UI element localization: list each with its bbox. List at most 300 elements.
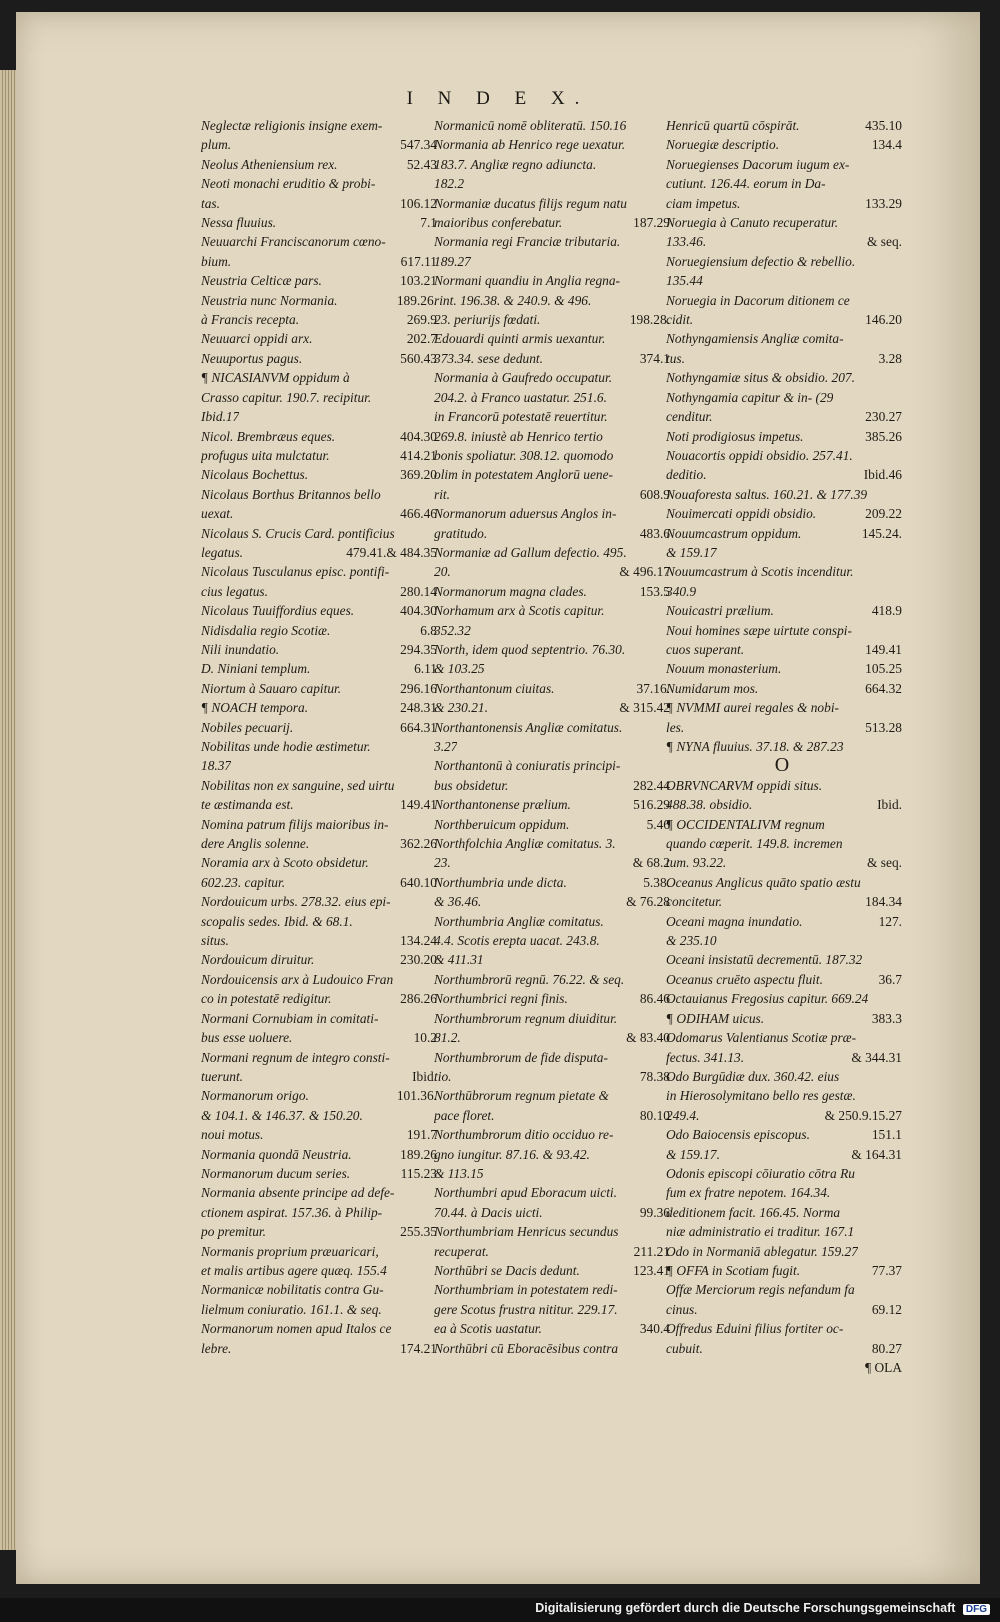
index-entry-line (666, 252, 902, 271)
index-entry-reference (898, 485, 902, 504)
index-entry-line (666, 310, 902, 329)
index-entry-text: 183.7. Angliæ regno adiuncta. (434, 156, 597, 172)
index-entry-text: Nicolaus Tuuiffordius eques. (201, 603, 355, 619)
index-entry-line (434, 485, 670, 504)
index-entry-text: uexat. (201, 506, 234, 522)
index-entry-text: te æstimanda est. (201, 797, 294, 813)
index-entry-text: Normanorum nomen apud Italos ce (201, 1321, 392, 1337)
index-entry-text: Normani quandiu in Anglia regna- (434, 273, 620, 289)
index-entry-reference: 466.46 (400, 506, 437, 522)
index-entry-reference: 640.10 (400, 874, 437, 890)
index-entry-text: gno iungitur. 87.16. & 93.42. (434, 1146, 590, 1162)
index-entry-line (201, 1009, 437, 1028)
index-entry-text: ¶ NOACH tempora. (201, 700, 309, 716)
index-entry-line (666, 1009, 902, 1028)
index-entry-line (434, 853, 670, 872)
index-entry-reference: 617.11 (400, 253, 437, 269)
index-entry-line (201, 873, 437, 892)
index-entry-reference (898, 582, 902, 601)
index-entry-line (434, 524, 670, 543)
index-entry-text: profugus uita mulctatur. (201, 447, 330, 463)
index-entry-line (434, 756, 670, 775)
index-entry-line (201, 737, 437, 756)
index-entry-text: et malis artibus agere quæq. 155.4 (201, 1262, 387, 1278)
index-entry-line (434, 1203, 670, 1222)
index-entry-text: Nomina patrum filijs maioribus in- (201, 816, 389, 832)
index-entry-text: tuerunt. (201, 1068, 244, 1084)
index-entry-reference: 153.5 (639, 583, 670, 599)
index-entry-text: Neustria Celticæ pars. (201, 273, 322, 289)
index-entry-text: Nicolaus Bochettus. (201, 467, 309, 483)
index-entry-line (434, 1028, 670, 1047)
index-entry-text: 3.27 (434, 739, 458, 754)
index-entry-line (434, 931, 670, 950)
index-entry-line (666, 737, 902, 756)
index-entry-text: Odo Burgūdiæ dux. 360.42. eius (666, 1068, 840, 1084)
index-entry-reference: & 250.9.15.27 (824, 1107, 902, 1123)
index-entry-line (201, 1222, 437, 1241)
index-entry-line (201, 989, 437, 1008)
index-entry-reference (898, 931, 902, 950)
index-entry-text: Normania à Gaufredo occupatur. (434, 370, 613, 386)
index-entry-reference: 133.29 (865, 195, 902, 211)
index-entry-text: tas. (201, 195, 220, 211)
index-entry-text: co in potestatē redigitur. (201, 991, 332, 1007)
index-entry-line (201, 524, 437, 543)
index-entry-reference: 146.20 (865, 312, 902, 328)
index-entry-text: Odonis episcopi cōiuratio cōtra Ru (666, 1165, 855, 1181)
index-entry-line (666, 601, 902, 620)
index-entry-line (666, 232, 902, 251)
index-entry-reference (898, 388, 902, 407)
index-entry-reference (898, 1203, 902, 1222)
index-entry-line (666, 1319, 902, 1338)
index-entry-reference: 123.41 (633, 1262, 670, 1278)
index-entry-text: fum ex fratre nepotem. 164.34. (666, 1185, 831, 1201)
index-entry-line (666, 1339, 902, 1358)
index-entry-line (201, 252, 437, 271)
index-entry-line (434, 970, 670, 989)
index-entry-reference: 99.36 (639, 1204, 670, 1220)
index-entry-line (434, 155, 670, 174)
index-entry-reference: 191.7 (406, 1127, 437, 1143)
index-entry-text: Normanorum origo. (201, 1088, 309, 1104)
index-entry-text: Numidarum mos. (666, 680, 759, 696)
index-entry-text: bus esse uoluere. (201, 1030, 293, 1046)
index-entry-line (434, 776, 670, 795)
index-entry-line (201, 1106, 437, 1125)
index-entry-line (434, 1222, 670, 1241)
index-entry-line (666, 815, 902, 834)
index-entry-line (666, 582, 902, 601)
index-entry-line (201, 504, 437, 523)
index-entry-reference (898, 1242, 902, 1261)
index-entry-reference (898, 621, 902, 640)
index-entry-line (201, 1242, 437, 1261)
index-entry-text: Noui homines sæpe uirtute conspi- (666, 622, 852, 638)
index-entry-text: Ibid.17 (201, 409, 240, 425)
index-entry-reference (898, 174, 902, 193)
index-entry-reference: 209.22 (865, 506, 902, 522)
index-entry-reference (898, 698, 902, 717)
index-entry-text: Nordouicensis arx à Ludouico Fran (201, 971, 394, 987)
index-entry-line (201, 1125, 437, 1144)
index-entry-line (434, 601, 670, 620)
index-entry-line (201, 601, 437, 620)
index-entry-line (201, 349, 437, 368)
index-entry-text: lebre. (201, 1340, 232, 1356)
index-entry-reference (898, 271, 902, 290)
index-entry-reference (898, 1067, 902, 1086)
index-entry-reference: 151.1 (871, 1127, 902, 1143)
index-entry-text: ¶ NICASIANVM oppidum à (201, 370, 350, 386)
index-entry-reference: 404.30 (400, 603, 437, 619)
index-entry-reference: 269.9 (406, 312, 437, 328)
index-entry-text: bonis spoliatur. 308.12. quomodo (434, 447, 614, 463)
index-entry-text: Nothyngamiæ situs & obsidio. 207. (666, 370, 855, 386)
index-entry-text: Northumbrorum regnum diuiditur. (434, 1010, 618, 1026)
index-entry-line (666, 1086, 902, 1105)
index-entry-text: bus obsidetur. (434, 777, 509, 793)
index-entry-line (201, 698, 437, 717)
index-entry-line (666, 1067, 902, 1086)
index-entry-line (201, 1261, 437, 1280)
index-entry-line (666, 174, 902, 193)
index-entry-line (201, 659, 437, 678)
index-entry-text: Normaniæ ducatus filijs regum natu (434, 195, 627, 211)
index-entry-line (666, 485, 902, 504)
index-entry-text: Northumbrorum ditio occiduo re- (434, 1127, 614, 1143)
index-entry-text: Nouimercati oppidi obsidio. (666, 506, 817, 522)
index-entry-line (434, 621, 670, 640)
index-entry-text: à Francis recepta. (201, 312, 300, 328)
index-entry-line (201, 329, 437, 348)
index-entry-text: Neustria nunc Normania. (201, 292, 338, 308)
index-entry-reference: 134.4 (871, 137, 902, 153)
index-entry-text: plum. (201, 137, 232, 153)
index-entry-reference: 106.12 (400, 195, 437, 211)
index-entry-line (201, 931, 437, 950)
index-entry-reference: 483.6 (639, 525, 670, 541)
index-entry-text: Noruegiensium defectio & rebellio. (666, 253, 856, 269)
index-entry-reference: 608.9 (639, 486, 670, 502)
index-entry-line (434, 368, 670, 387)
index-entry-reference: 184.34 (865, 894, 902, 910)
index-entry-reference: Ibid. (412, 1068, 437, 1084)
index-entry-text: OBRVNCARVM oppidi situs. (666, 777, 823, 793)
index-entry-line (666, 834, 902, 853)
index-entry-text: Northumbrici regni finis. (434, 991, 568, 1007)
index-entry-line (434, 1067, 670, 1086)
index-entry-text: cinus. (666, 1301, 698, 1317)
index-entry-line (666, 291, 902, 310)
index-entry-line (201, 116, 437, 135)
index-entry-reference: & 76.28 (626, 894, 670, 910)
index-entry-line (666, 427, 902, 446)
index-entry-text: & 159.17 (666, 544, 717, 560)
index-entry-text: Northumbrorū regnū. 76.22. & seq. (434, 971, 625, 987)
index-entry-line (201, 795, 437, 814)
dfg-logo: DFG (963, 1604, 990, 1615)
index-entry-line (666, 1261, 902, 1280)
index-entry-line (201, 485, 437, 504)
index-entry-reference: 202.7 (406, 331, 437, 347)
index-entry-line (666, 776, 902, 795)
index-entry-text: 249.4. (666, 1107, 700, 1123)
index-entry-text: & 104.1. & 146.37. & 150.20. (201, 1107, 363, 1123)
index-entry-reference: 414.21 (400, 447, 437, 463)
index-entry-line (434, 543, 670, 562)
index-entry-line (201, 1183, 437, 1202)
index-entry-reference: 513.28 (865, 719, 902, 735)
index-entry-text: Nothyngamiensis Angliæ comita- (666, 331, 844, 347)
index-entry-line (201, 194, 437, 213)
index-entry-text: & 411.31 (434, 952, 484, 968)
index-entry-text: Noruegiæ descriptio. (666, 137, 780, 153)
index-entry-text: 18.37 (201, 758, 232, 774)
index-entry-text: niæ administratio ei traditur. 167.1 (666, 1224, 855, 1240)
index-entry-text: 4.4. Scotis erepta uacat. 243.8. (434, 933, 600, 949)
index-entry-text: ¶ ODIHAM uicus. (666, 1010, 765, 1026)
index-entry-line (434, 194, 670, 213)
index-entry-reference: 80.27 (871, 1340, 902, 1356)
index-entry-line (666, 1280, 902, 1299)
index-entry-line (666, 853, 902, 872)
index-entry-line (201, 174, 437, 193)
index-entry-text: ¶ OCCIDENTALIVM regnum (666, 816, 825, 832)
index-entry-line (201, 310, 437, 329)
index-entry-line (666, 718, 902, 737)
index-entry-line (434, 815, 670, 834)
index-entry-text: scopalis sedes. Ibid. & 68.1. (201, 913, 353, 929)
index-entry-text: Odomarus Valentianus Scotiæ præ- (666, 1030, 857, 1046)
index-entry-reference: 127. (878, 913, 902, 929)
index-entry-text: noui motus. (201, 1127, 264, 1143)
index-entry-text: ea à Scotis uastatur. (434, 1321, 542, 1337)
index-entry-reference: 479.41.& 484.35 (346, 544, 437, 560)
index-entry-text: Normania absente principe ad defe- (201, 1185, 395, 1201)
index-entry-text: Nicolaus Borthus Britannos bello (201, 486, 381, 502)
index-entry-reference: 36.7 (878, 971, 902, 987)
index-entry-line (434, 446, 670, 465)
index-entry-text: 602.23. capitur. (201, 874, 286, 890)
index-entry-text: North, idem quod septentrio. 76.30. (434, 641, 626, 657)
index-entry-reference: 418.9 (871, 603, 902, 619)
index-entry-text: & 235.10 (666, 933, 717, 949)
index-entry-text: Normanorum ducum series. (201, 1165, 351, 1181)
index-entry-reference: 282.44 (633, 777, 670, 793)
index-entry-line (666, 562, 902, 581)
index-entry-line (434, 698, 670, 717)
index-entry-line (434, 795, 670, 814)
index-entry-reference: & 344.31 (851, 1049, 902, 1065)
index-entry-line (201, 1164, 437, 1183)
index-entry-reference: 547.34 (400, 137, 437, 153)
index-entry-text: rit. (434, 486, 450, 502)
index-entry-reference: 134.24 (400, 933, 437, 949)
index-entry-text: Noti prodigiosus impetus. (666, 428, 804, 444)
index-entry-text: lielmum coniuratio. 161.1. & seq. (201, 1301, 382, 1317)
index-entry-line (434, 388, 670, 407)
index-entry-line (666, 135, 902, 154)
index-entry-line (434, 1339, 670, 1358)
index-entry-text: Nouicastri prælium. (666, 603, 774, 619)
index-entry-line (201, 1145, 437, 1164)
index-entry-reference (898, 989, 902, 1008)
index-entry-line (434, 562, 670, 581)
index-entry-line (201, 1086, 437, 1105)
index-entry-line (201, 1280, 437, 1299)
index-column-middle (434, 116, 670, 1358)
index-page (16, 12, 980, 1584)
index-entry-text: Norhamum arx à Scotis capitur. (434, 603, 605, 619)
index-entry-line (201, 232, 437, 251)
index-entry-text: 23. periurijs fœdati. (434, 312, 541, 328)
index-entry-line (666, 931, 902, 950)
index-entry-line (434, 1183, 670, 1202)
index-entry-text: Normani regnum de integro consti- (201, 1049, 390, 1065)
index-entry-reference (898, 155, 902, 174)
index-entry-text: Edouardi quinti armis uexantur. (434, 331, 606, 347)
index-entry-line (434, 407, 670, 426)
index-entry-text: Nicolaus Tusculanus episc. pontifi- (201, 564, 390, 580)
index-entry-line (201, 970, 437, 989)
index-entry-text: Northumbriam Henricus secundus (434, 1224, 619, 1240)
index-entry-line (434, 1261, 670, 1280)
index-entry-line (666, 1203, 902, 1222)
index-entry-reference: Ibid.46 (863, 467, 902, 483)
index-entry-line (201, 776, 437, 795)
index-entry-line (201, 582, 437, 601)
digitization-credit (535, 1601, 990, 1615)
index-entry-line (666, 1125, 902, 1144)
index-entry-reference: & seq. (867, 234, 902, 250)
index-entry-text: O (774, 756, 790, 776)
index-entry-line (201, 912, 437, 931)
index-entry-reference (898, 834, 902, 853)
index-entry-line (201, 446, 437, 465)
index-entry-text: 133.46. (666, 234, 707, 250)
index-entry-line (201, 291, 437, 310)
index-entry-text: Normanis proprium præuaricari, (201, 1243, 379, 1259)
index-entry-line (201, 543, 437, 562)
index-entry-text: D. Niniani templum. (201, 661, 311, 677)
index-entry-text: Nouacortis oppidi obsidio. 257.41. (666, 447, 853, 463)
index-entry-line (666, 407, 902, 426)
index-entry-text: & 113.15 (434, 1165, 484, 1181)
index-entry-line (201, 621, 437, 640)
index-entry-line (201, 1339, 437, 1358)
index-entry-line (666, 213, 902, 232)
index-entry-line (666, 756, 902, 775)
index-entry-reference: 5.46 (646, 816, 670, 832)
index-entry-line (201, 1319, 437, 1338)
index-entry-line (666, 388, 902, 407)
index-entry-reference: 80.10 (639, 1107, 670, 1123)
index-entry-text: Nouum monasterium. (666, 661, 782, 677)
index-entry-reference: 10.2 (413, 1030, 437, 1046)
index-entry-text: Noruegienses Dacorum iugum ex- (666, 156, 850, 172)
index-entry-text: deditio. (666, 467, 707, 483)
index-entry-text: tio. (434, 1068, 452, 1084)
index-entry-line (201, 1048, 437, 1067)
index-entry-text: Neuuportus pagus. (201, 350, 303, 366)
index-entry-line (201, 388, 437, 407)
index-entry-reference: 86.46 (639, 991, 670, 1007)
index-entry-line (666, 271, 902, 290)
index-entry-reference: & 315.42 (619, 700, 670, 716)
index-entry-text: bium. (201, 253, 232, 269)
index-entry-reference: 404.30 (400, 428, 437, 444)
index-entry-line (434, 349, 670, 368)
index-entry-reference: ¶ OLA (865, 1360, 902, 1375)
index-entry-line (201, 756, 437, 775)
index-entry-text: Nouumcastrum à Scotis incenditur. (666, 564, 854, 580)
index-entry-text: ctionem aspirat. 157.36. à Philip- (201, 1204, 383, 1220)
index-entry-reference (898, 562, 902, 581)
index-entry-line (666, 989, 902, 1008)
index-entry-text: in Hierosolymitano bello res gestæ. (666, 1088, 856, 1104)
index-entry-line (666, 329, 902, 348)
index-entry-text: Oceani magna inundatio. (666, 913, 803, 929)
index-entry-text: 204.2. à Franco uastatur. 251.6. (434, 389, 607, 405)
index-entry-text: 23. (434, 855, 451, 871)
index-entry-text: 135.44 (666, 273, 703, 289)
index-entry-text: Crasso capitur. 190.7. recipitur. (201, 389, 372, 405)
index-entry-text: Noruegia à Canuto recuperatur. (666, 215, 839, 231)
index-entry-line (201, 407, 437, 426)
index-entry-line (666, 970, 902, 989)
index-entry-line (666, 621, 902, 640)
index-entry-reference: 7.1 (420, 215, 437, 231)
index-entry-reference: 374.1 (639, 350, 670, 366)
index-entry-line (434, 718, 670, 737)
index-entry-line (666, 446, 902, 465)
index-entry-line (201, 271, 437, 290)
index-entry-line (434, 1280, 670, 1299)
index-entry-reference: 280.14 (400, 583, 437, 599)
index-entry-text: Neoti monachi eruditio & probi- (201, 176, 376, 192)
index-entry-reference: 78.38 (639, 1068, 670, 1084)
index-entry-text: 81.2. (434, 1030, 461, 1046)
index-entry-text: Oceanus cruēto aspectu fluit. (666, 971, 823, 987)
index-entry-reference: 145.24. (861, 525, 902, 541)
index-entry-reference: 385.26 (865, 428, 902, 444)
index-entry-reference (898, 291, 902, 310)
index-entry-text: Northūbri cū Eboracēsibus contra (434, 1340, 619, 1356)
index-entry-reference: 115.23 (400, 1165, 437, 1181)
index-entry-reference: 296.16 (400, 680, 437, 696)
index-entry-text: Northantonensis Angliæ comitatus. (434, 719, 623, 735)
index-entry-line (666, 1048, 902, 1067)
index-entry-reference: 560.43 (400, 350, 437, 366)
index-entry-text: cubuit. (666, 1340, 703, 1356)
index-entry-text: ¶ OFFA in Scotiam fugit. (666, 1262, 801, 1278)
index-entry-text: Northantonense prælium. (434, 797, 571, 813)
index-entry-line (434, 213, 670, 232)
index-entry-line (666, 1028, 902, 1047)
index-entry-text: 488.38. obsidio. (666, 797, 753, 813)
index-entry-text: situs. (201, 933, 229, 949)
index-entry-line (201, 679, 437, 698)
index-entry-line (666, 892, 902, 911)
index-entry-line (434, 950, 670, 969)
index-entry-reference: 198.28. (629, 312, 670, 328)
index-entry-text: Niortum à Sauaro capitur. (201, 680, 342, 696)
index-entry-text: Noramia arx à Scoto obsidetur. (201, 855, 369, 871)
index-entry-text: cenditur. (666, 409, 713, 425)
index-entry-reference: 52.43 (406, 156, 437, 172)
